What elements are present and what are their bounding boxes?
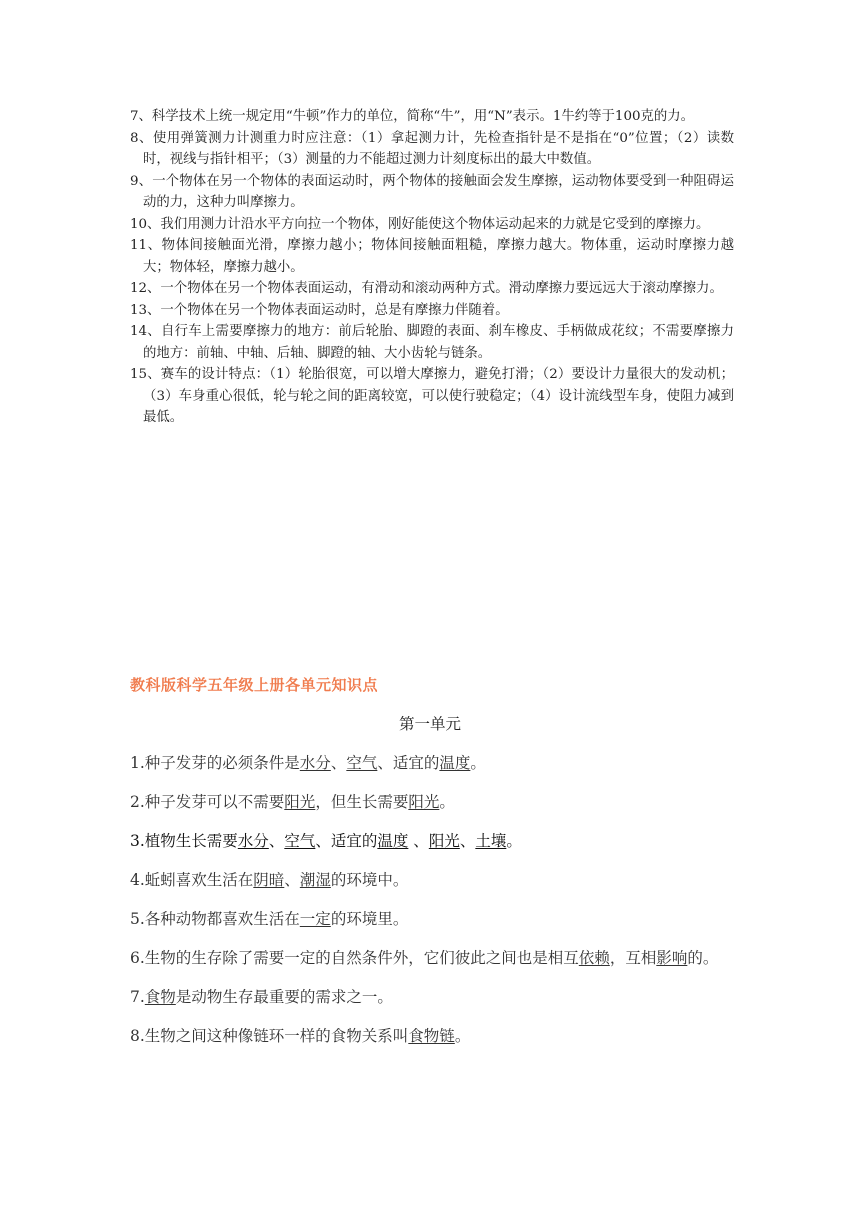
list-item: 14、自行车上需要摩擦力的地方：前后轮胎、脚蹬的表面、刹车橡皮、手柄做成花纹；不需要摩擦力的地方：前轴、中轴、后轴、脚蹬的轴、大小齿轮与链条。: [130, 324, 734, 361]
unit-title: 第一单元: [398, 715, 461, 733]
list-item: 12、一个物体在另一个物体表面运动，有滑动和滚动两种方式。滑动摩擦力要远远大于滚动摩擦力。: [130, 281, 723, 296]
list-item: 8、使用弹簧测力计测重力时应注意：（1）拿起测力计，先检查指针是不是指在“0”位置；（2）读数时，视线与指针相平；（3）测量的力不能超过测力计刻度标出的最大中数值。: [130, 130, 734, 167]
list-item: 13、一个物体在另一个物体表面运动时，总是有摩擦力伴随着。: [130, 302, 509, 318]
list-item: 4.蚯蚓喜欢生活在阴暗、潮湿的环境中。: [130, 871, 409, 889]
knowledge-list-force: [130, 106, 734, 429]
unit-one-list: [130, 748, 734, 1060]
list-item: 3.植物生长需要水分、空气、适宜的温度 、阳光、土壤。: [130, 832, 522, 850]
list-item: 6.生物的生存除了需要一定的自然条件外，它们彼此之间也是相互依赖，互相影响的。: [130, 949, 719, 967]
list-item: 7、科学技术上统一规定用“牛顿”作力的单位，简称“牛”，用“N”表示。1牛约等于100克的力。: [130, 109, 695, 124]
list-item: 8.生物之间这种像链环一样的食物关系叫食物链。: [130, 1027, 471, 1045]
section-title: 教科版科学五年级上册各单元知识点: [130, 676, 379, 694]
list-item: 11、物体间接触面光滑，摩擦力越小；物体间接触面粗糙，摩擦力越大。物体重，运动时摩擦力越大；物体轻，摩擦力越小。: [130, 238, 734, 275]
list-item: 15、赛车的设计特点：（1）轮胎很宽，可以增大摩擦力，避免打滑；（2）要设计力量很大的发动机；（3）车身重心很低，轮与轮之间的距离较宽，可以使行驶稳定；（4）设计流线型车身，使阻力减到最低。: [130, 367, 734, 425]
list-item: 9、一个物体在另一个物体的表面运动时，两个物体的接触面会发生摩擦，运动物体要受到一种阻碍运动的力，这种力叫摩擦力。: [130, 173, 734, 210]
list-item: 2.种子发芽可以不需要阳光，但生长需要阳光。: [130, 793, 455, 811]
list-item: 1.种子发芽的必须条件是水分、空气、适宜的温度。: [130, 754, 486, 772]
list-item: 5.各种动物都喜欢生活在一定的环境里。: [130, 910, 409, 928]
list-item: 10、我们用测力计沿水平方向拉一个物体，刚好能使这个物体运动起来的力就是它受到的摩擦力。: [130, 216, 710, 232]
list-item: 7.食物是动物生存最重要的需求之一。: [130, 988, 393, 1006]
